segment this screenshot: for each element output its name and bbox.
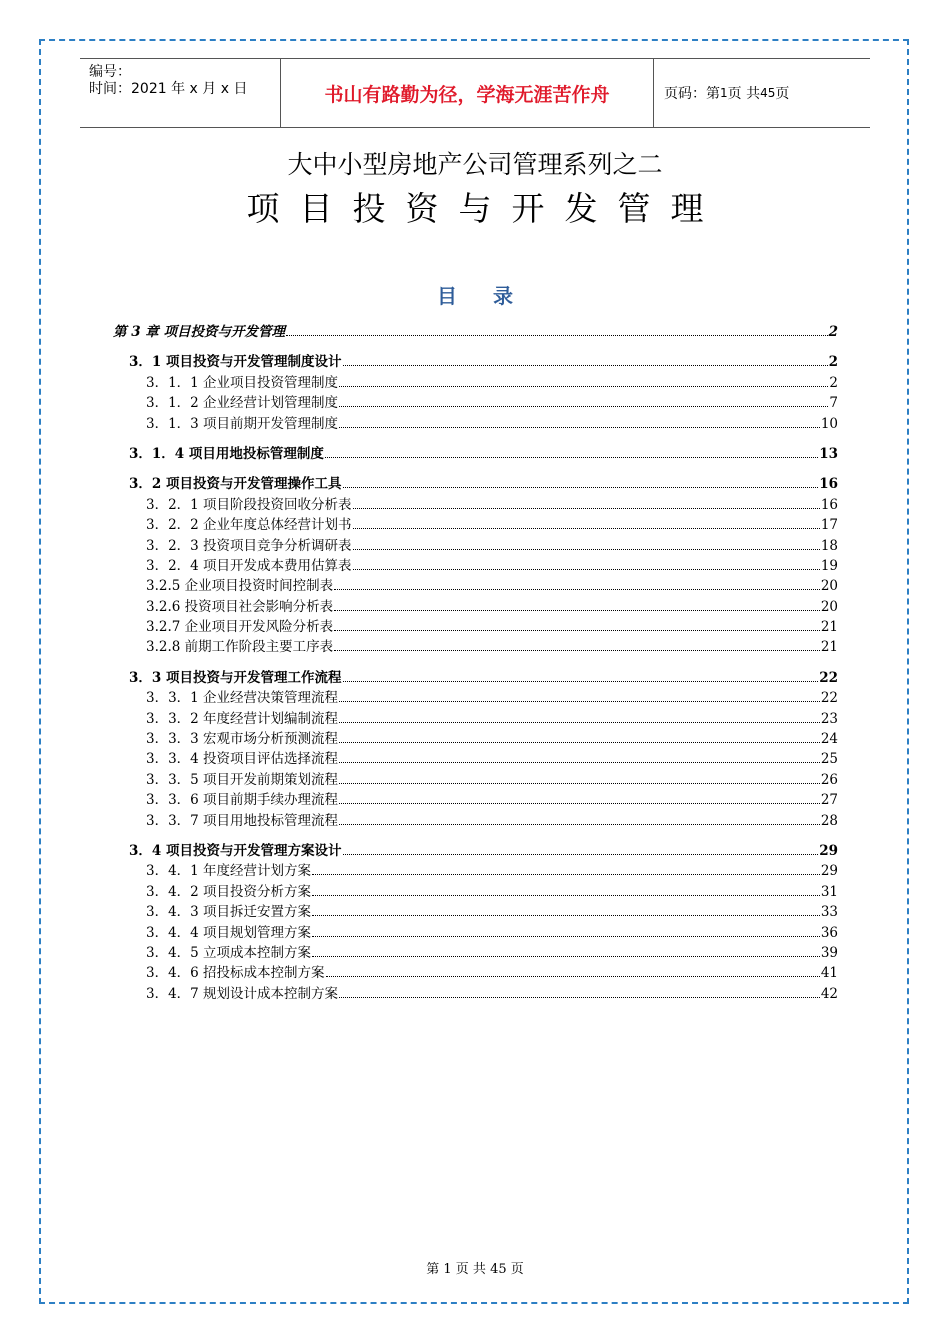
toc-entry[interactable]: 3．2．4 项目开发成本费用估算表 19	[146, 557, 838, 574]
toc-entry[interactable]: 3．2．1 项目阶段投资回收分析表 16	[146, 496, 838, 513]
page-total: 45	[760, 86, 776, 100]
document-header	[80, 58, 870, 128]
page-footer: 第 1 页 共 45 页	[426, 1262, 524, 1277]
toc-entry[interactable]: 3．2．3 投资项目竞争分析调研表 18	[146, 537, 838, 554]
series-title: 大中小型房地产公司管理系列之二	[287, 150, 663, 179]
toc-entry[interactable]: 3.2.8 前期工作阶段主要工序表 21	[146, 639, 838, 656]
toc-entry[interactable]: 3．1．3 项目前期开发管理制度 10	[146, 415, 838, 432]
toc-entry[interactable]: 3．1．1 企业项目投资管理制度 2	[146, 374, 838, 391]
toc-entry[interactable]: 3．4．2 项目投资分析方案 31	[146, 883, 838, 900]
toc-entry[interactable]: 第 3 章 项目投资与开发管理 2	[113, 324, 838, 340]
header-meta	[80, 59, 280, 127]
toc-entry[interactable]: 3．1．4 项目用地投标管理制度 13	[129, 445, 838, 462]
toc-entry[interactable]: 3．4．7 规划设计成本控制方案 42	[146, 985, 838, 1002]
toc-entry[interactable]: 3．1 项目投资与开发管理制度设计 2	[129, 354, 838, 371]
toc-entry[interactable]: 3．3．6 项目前期手续办理流程 27	[146, 792, 838, 809]
toc-entry[interactable]: 3．3．1 企业经营决策管理流程 22	[146, 690, 838, 707]
toc-heading: 目录	[437, 284, 549, 308]
toc-entry[interactable]: 3.2.6 投资项目社会影响分析表 20	[146, 598, 838, 615]
toc-entry[interactable]: 3．3．7 项目用地投标管理流程 28	[146, 812, 838, 829]
toc-entry[interactable]: 3．3．5 项目开发前期策划流程 26	[146, 771, 838, 788]
toc-entry[interactable]: 3．3．2 年度经营计划编制流程 23	[146, 710, 838, 727]
toc-entry[interactable]: 3．2．2 企业年度总体经营计划书 17	[146, 517, 838, 534]
header-page-info	[654, 59, 870, 127]
toc-entry[interactable]: 3．4．1 年度经营计划方案 29	[146, 863, 838, 880]
page-prefix: 页码：第	[664, 86, 720, 102]
toc-entry[interactable]: 3．4 项目投资与开发管理方案设计 29	[129, 842, 838, 859]
toc-entry[interactable]: 3．3 项目投资与开发管理工作流程 22	[129, 669, 838, 686]
toc-entry[interactable]: 3．4．5 立项成本控制方案 39	[146, 944, 838, 961]
page-number: 1	[720, 86, 728, 100]
toc-entry[interactable]: 3.2.7 企业项目开发风险分析表 21	[146, 619, 838, 636]
page-mid: 页 共	[727, 86, 761, 102]
toc-entry[interactable]: 3．3．3 宏观市场分析预测流程 24	[146, 731, 838, 748]
main-title: 项目投资与开发管理	[246, 189, 724, 228]
toc-entry[interactable]: 3．4．3 项目拆迁安置方案 33	[146, 904, 838, 921]
table-of-contents	[113, 318, 838, 1002]
toc-entry[interactable]: 3．4．4 项目规划管理方案 36	[146, 924, 838, 941]
toc-entry[interactable]: 3.2.5 企业项目投资时间控制表 20	[146, 578, 838, 595]
toc-entry[interactable]: 3．2 项目投资与开发管理操作工具 16	[129, 476, 838, 493]
time-label: 时间：2021 年 x 月 x 日	[89, 81, 248, 97]
toc-entry[interactable]: 3．1．2 企业经营计划管理制度 7	[146, 395, 838, 412]
header-motto: 书山有路勤为径，学海无涯苦作舟	[280, 59, 654, 127]
number-label: 编号：	[89, 64, 131, 80]
page-suffix: 页	[775, 86, 790, 102]
toc-entry[interactable]: 3．4．6 招投标成本控制方案 41	[146, 965, 838, 982]
toc-entry[interactable]: 3．3．4 投资项目评估选择流程 25	[146, 751, 838, 768]
